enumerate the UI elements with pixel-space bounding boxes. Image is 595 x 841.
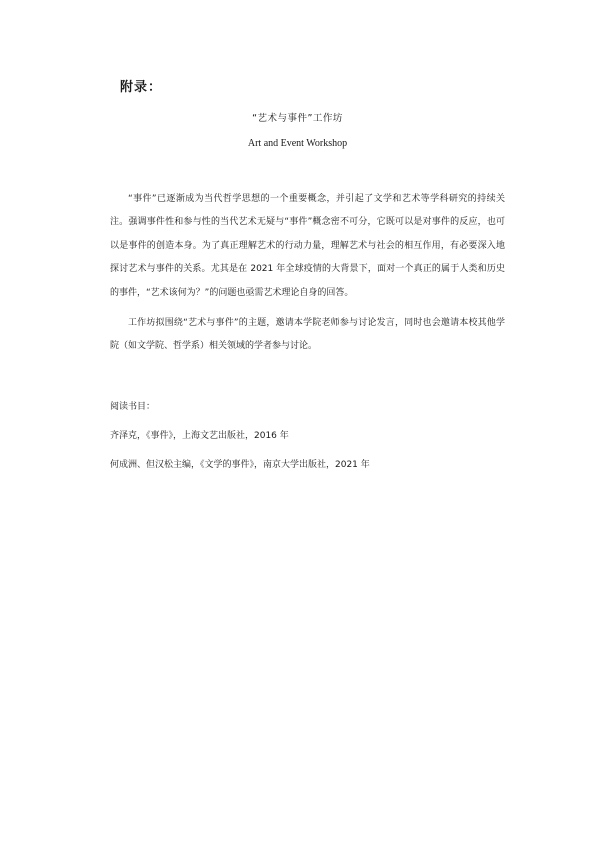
- intro-paragraph: “事件”已逐渐成为当代哲学思想的一个重要概念，并引起了文学和艺术等学科研究的持续关注。强调事件性和参与性的当代艺术无疑与“事件”概念密不可分，它既可以是对事件的反应，也可以是事件的创造本身。为了真正理解艺术的行动力量，理解艺术与社会的相互作用，有必要深入地探讨艺术与事件的关系。尤其是在 2021 年全球疫情的大背景下，面对一个真正的属于人类和历史的事件，“艺术该何为？”的问题也亟需艺术理论自身的回答。: [110, 194, 505, 298]
- reading-list-label: 阅读书目：: [110, 402, 156, 412]
- reading-list-item: 何成洲、但汉松主编，《文学的事件》，南京大学出版社，2021 年: [110, 460, 370, 470]
- appendix-heading: 附录：: [120, 80, 163, 95]
- plan-paragraph: 工作坊拟围绕“艺术与事件”的主题，邀请本学院老师参与讨论发言，同时也会邀请本校其他学院（如文学院、哲学系）相关领域的学者参与讨论。: [110, 318, 505, 352]
- reading-list-item: 齐泽克，《事件》，上海文艺出版社，2016 年: [110, 431, 289, 441]
- workshop-title-english: Art and Event Workshop: [247, 138, 348, 149]
- workshop-title-chinese: “艺术与事件”工作坊: [252, 113, 343, 124]
